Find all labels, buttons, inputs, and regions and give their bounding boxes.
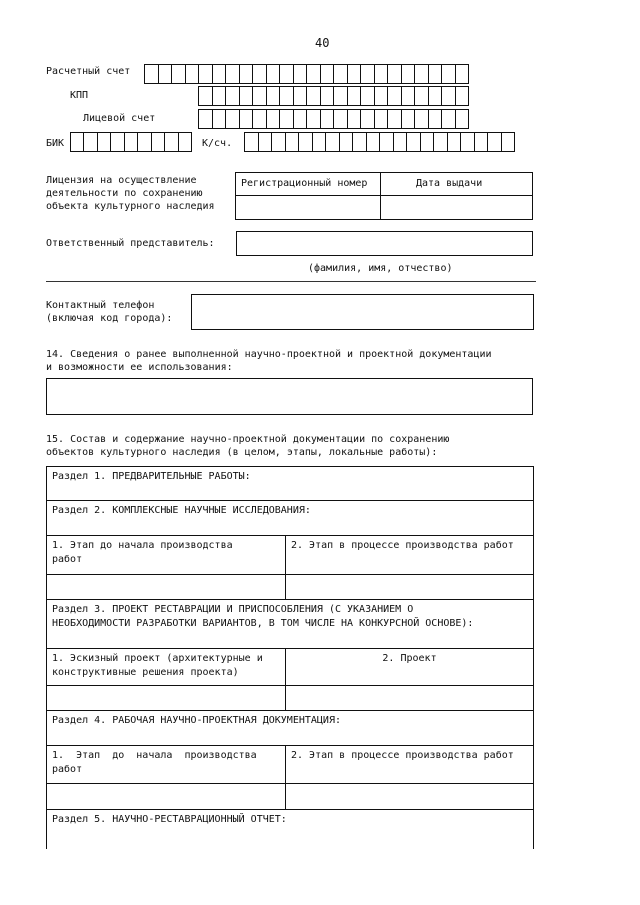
license-reg-number-field[interactable] [236,196,379,220]
r4-right-field[interactable] [285,783,534,810]
license-table [235,172,533,220]
section15-table [46,466,534,846]
r2-left-line-1: 1. Этап до начала производства [52,540,233,551]
r3-left-header [46,648,286,686]
razdel3-line-2: НЕОБХОДИМОСТИ РАЗРАБОТКИ ВАРИАНТОВ, В ТОМ ЧИСЛЕ НА КОНКУРСНОЙ ОСНОВЕ): [52,618,474,629]
r2-left-field[interactable] [46,574,286,600]
r4-right-label: 2. Этап в процессе производства работ [291,750,514,761]
r2-right-header [285,535,534,575]
section14-line-2: и возможности ее использования: [46,362,233,373]
r4-left-field[interactable] [46,783,286,810]
razdel3-line-1: Раздел 3. ПРОЕКТ РЕСТАВРАЦИИ И ПРИСПОСОБЛЕНИЯ (С УКАЗАНИЕМ О [52,604,414,615]
bik-label: БИК [46,138,65,149]
corr-account-cells[interactable] [244,132,515,152]
razdel2-row[interactable] [46,500,534,536]
razdel5-label: Раздел 5. НАУЧНО-РЕСТАВРАЦИОННЫЙ ОТЧЕТ: [52,814,287,825]
account-cells[interactable] [144,64,469,84]
r2-left-line-2: работ [52,554,83,565]
r4-right-header [285,745,534,784]
r4-left-header [46,745,286,784]
r2-right-label: 2. Этап в процессе производства работ [291,540,514,551]
bik-cells[interactable] [70,132,192,152]
license-label-3: объекта культурного наследия [46,201,215,212]
phone-field[interactable] [191,294,534,330]
phone-label-1: Контактный телефон [46,300,155,311]
license-issue-date-field[interactable] [381,196,533,220]
section14-field[interactable] [46,378,533,415]
phone-label-2: (включая код города): [46,313,173,324]
r3-right-header [285,648,534,686]
r4-left-line-2: работ [52,764,83,775]
razdel3-row[interactable] [46,599,534,649]
razdel5-row[interactable] [46,809,534,849]
representative-label: Ответственный представитель: [46,238,215,249]
razdel4-label: Раздел 4. РАБОЧАЯ НАУЧНО-ПРОЕКТНАЯ ДОКУМЕНТАЦИЯ: [52,715,341,726]
corr-account-label: К/сч. [202,138,233,149]
r2-left-header [46,535,286,575]
section14-line-1: 14. Сведения о ранее выполненной научно-проектной и проектной документации [46,349,492,360]
personal-account-label: Лицевой счет [83,113,156,124]
r4-left-line-1: 1. Этап до начала производства [52,750,257,761]
r3-left-line-2: конструктивные решения проекта) [52,667,239,678]
representative-caption: (фамилия, имя, отчество) [308,263,453,274]
license-label-2: деятельности по сохранению [46,188,203,199]
page-number: 40 [315,36,330,50]
license-col-reg-number: Регистрационный номер [241,178,368,189]
section15-line-1: 15. Состав и содержание научно-проектной документации по сохранению [46,434,450,445]
r3-left-line-1: 1. Эскизный проект (архитектурные и [52,653,263,664]
razdel1-row[interactable] [46,466,534,501]
personal-account-cells[interactable] [198,109,469,129]
account-label: Расчетный счет [46,66,131,77]
section15-line-2: объектов культурного наследия (в целом, этапы, локальные работы): [46,447,438,458]
representative-field[interactable] [236,231,533,256]
divider-line [46,281,536,282]
razdel4-row[interactable] [46,710,534,746]
r3-right-field[interactable] [285,685,534,711]
razdel2-label: Раздел 2. КОМПЛЕКСНЫЕ НАУЧНЫЕ ИССЛЕДОВАНИЯ: [52,505,311,516]
license-label-1: Лицензия на осуществление [46,175,197,186]
kpp-cells[interactable] [198,86,469,106]
r2-right-field[interactable] [285,574,534,600]
r3-right-label: 2. Проект [382,653,437,664]
kpp-label: КПП [70,90,89,101]
r3-left-field[interactable] [46,685,286,711]
license-col-issue-date: Дата выдачи [416,178,483,189]
razdel1-label: Раздел 1. ПРЕДВАРИТЕЛЬНЫЕ РАБОТЫ: [52,471,251,482]
